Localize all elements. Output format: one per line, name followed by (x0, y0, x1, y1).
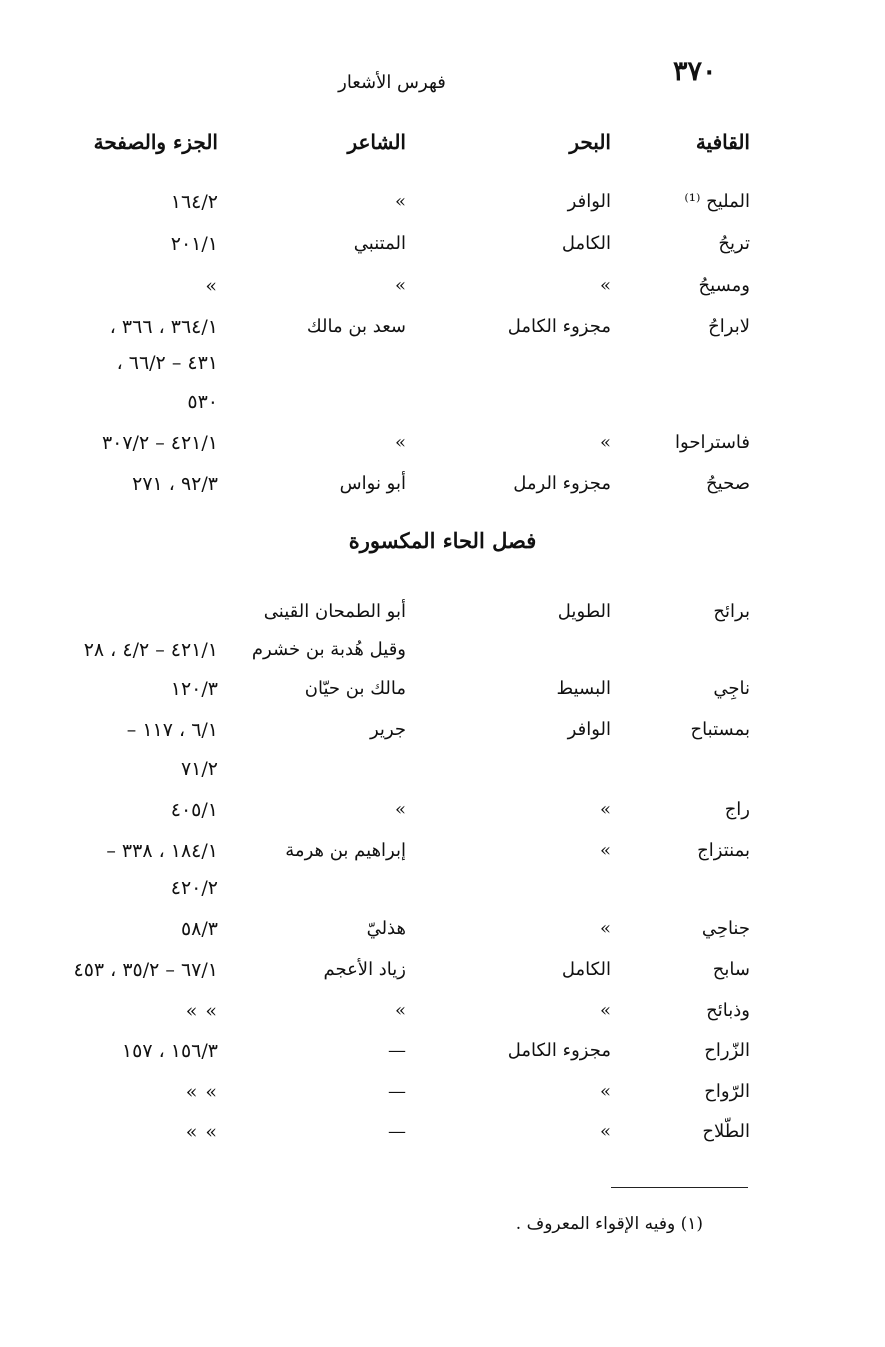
table-row (0, 184, 885, 220)
table-row (0, 833, 885, 869)
shaer-cell: » (394, 432, 406, 453)
qafia-cell: لابراحُ (708, 316, 750, 337)
table-row (0, 712, 885, 748)
qafia-cell: ومسيحُ (698, 275, 750, 296)
column-header-bahr: البحر (569, 130, 611, 154)
section-title: فصل الحاء المكسورة (348, 528, 537, 553)
juz-cell: ١٦٤/٢ (170, 191, 218, 213)
table-row (0, 1074, 885, 1110)
bahr-cell: » (599, 1121, 611, 1142)
qafia-cell: تريحُ (718, 233, 750, 254)
qafia-cell: الرّواح (704, 1081, 750, 1102)
shaer-cell: — (388, 1040, 406, 1061)
bahr-cell: » (599, 840, 611, 861)
bahr-cell: » (599, 432, 611, 453)
column-header-qafia: القافية (695, 130, 750, 154)
qafia-cell: المليح ⁽¹⁾ (684, 191, 750, 212)
bahr-cell: مجزوء الكامل (507, 1040, 611, 1061)
table-row (0, 1114, 885, 1150)
bahr-cell: الوافر (567, 191, 611, 212)
juz-cell: ٣٦٤/١ ، ٣٦٦ ، (109, 316, 218, 338)
column-header-juz: الجزء والصفحة (93, 130, 218, 154)
juz-cell: ٥٨/٣ (180, 918, 218, 940)
shaer-cell: المتنبي (353, 233, 406, 254)
juz-cell: » » (185, 1081, 218, 1103)
juz-cell: ٤٠٥/١ (170, 799, 218, 821)
juz-cell: ٦٧/١ – ٣٥/٢ ، ٤٥٣ (73, 959, 218, 981)
juz-cell: » » (185, 1121, 218, 1143)
column-header-shaer: الشاعر (347, 130, 406, 154)
juz-cell: ٧١/٢ (180, 758, 218, 780)
shaer-cell: » (394, 799, 406, 820)
bahr-cell: » (599, 799, 611, 820)
bahr-cell: » (599, 275, 611, 296)
juz-cell: ٤٢٠/٢ (170, 877, 218, 899)
juz-cell: ٢٠١/١ (170, 233, 218, 255)
table-row-continuation (0, 345, 885, 381)
juz-cell: ٦/١ ، ١١٧ – (126, 719, 218, 741)
juz-cell: ٤٢١/١ – ٤/٢ ، ٢٨ (83, 639, 218, 661)
footnote-divider (611, 1187, 748, 1188)
table-row (0, 1033, 885, 1069)
qafia-cell: الطّلاح (702, 1121, 750, 1142)
bahr-cell: مجزوء الكامل (507, 316, 611, 337)
table-row-continuation (0, 384, 885, 420)
juz-cell: » (205, 275, 218, 297)
juz-cell: ٤٢١/١ – ٣٠٧/٢ (101, 432, 218, 454)
qafia-cell: بمستباح (690, 719, 750, 740)
juz-cell: ١٥٦/٣ ، ١٥٧ (121, 1040, 218, 1062)
table-row (0, 911, 885, 947)
shaer-cell: وقيل هُدبة بن خشرم (251, 639, 406, 660)
table-row (0, 993, 885, 1029)
qafia-cell: الزّراح (704, 1040, 750, 1061)
table-row (0, 268, 885, 304)
shaer-cell: — (388, 1121, 406, 1142)
qafia-cell: ناجِي (713, 678, 750, 699)
table-row (0, 952, 885, 988)
table-row (0, 226, 885, 262)
table-row (0, 594, 885, 630)
footnote: (١) وفيه الإقواء المعروف . (515, 1214, 703, 1234)
qafia-cell: راج (724, 799, 750, 820)
shaer-cell: — (388, 1081, 406, 1102)
juz-cell: ١٢٠/٣ (170, 678, 218, 700)
qafia-cell: سابح (712, 959, 750, 980)
table-row (0, 671, 885, 707)
table-row (0, 466, 885, 502)
table-row-continuation (0, 751, 885, 787)
bahr-cell: » (599, 918, 611, 939)
table-row-continuation (0, 632, 885, 668)
shaer-cell: » (394, 191, 406, 212)
juz-cell: ٤٣١ – ٦٦/٢ ، (116, 352, 218, 374)
shaer-cell: مالك بن حيّان (304, 678, 406, 699)
bahr-cell: الكامل (561, 959, 611, 980)
shaer-cell: جرير (370, 719, 406, 740)
juz-cell: ٥٣٠ (187, 391, 218, 413)
table-row (0, 309, 885, 345)
qafia-cell: صحيحُ (706, 473, 750, 494)
table-row-continuation (0, 870, 885, 906)
shaer-cell: هذليّ (366, 918, 406, 939)
shaer-cell: أبو نواس (339, 473, 406, 494)
qafia-cell: برائح (713, 601, 750, 622)
bahr-cell: الطويل (557, 601, 611, 622)
juz-cell: ٩٢/٣ ، ٢٧١ (132, 473, 218, 495)
qafia-cell: وذبائح (706, 1000, 750, 1021)
shaer-cell: أبو الطمحان القينى (263, 601, 406, 622)
juz-cell: ١٨٤/١ ، ٣٣٨ – (106, 840, 218, 862)
bahr-cell: » (599, 1081, 611, 1102)
bahr-cell: الكامل (561, 233, 611, 254)
bahr-cell: » (599, 1000, 611, 1021)
table-row (0, 425, 885, 461)
juz-cell: » » (185, 1000, 218, 1022)
qafia-cell: جناحِي (701, 918, 750, 939)
shaer-cell: سعد بن مالك (306, 316, 406, 337)
table-row (0, 792, 885, 828)
running-title: فهرس الأشعار (338, 72, 446, 93)
shaer-cell: إبراهيم بن هرمة (285, 840, 406, 861)
qafia-cell: بمنتزاج (697, 840, 750, 861)
qafia-cell: فاستراحوا (675, 432, 750, 453)
bahr-cell: مجزوء الرمل (513, 473, 611, 494)
shaer-cell: زياد الأعجم (323, 959, 406, 980)
page-number: ٣٧٠ (673, 56, 717, 87)
shaer-cell: » (394, 1000, 406, 1021)
shaer-cell: » (394, 275, 406, 296)
bahr-cell: الوافر (567, 719, 611, 740)
bahr-cell: البسيط (556, 678, 611, 699)
